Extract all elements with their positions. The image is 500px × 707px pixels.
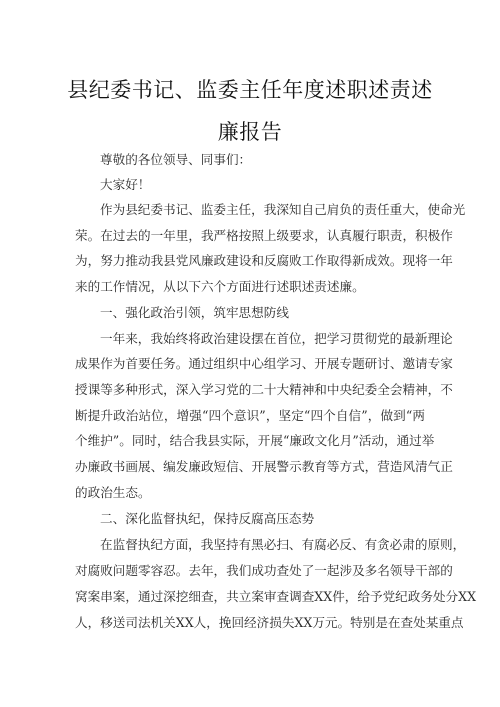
paragraph-line: 人，移送司法机关XX人，挽回经济损失XX万元。特别是在查处某重点 bbox=[75, 615, 464, 630]
paragraph-line: 荣。在过去的一年里，我严格按照上级要求，认真履行职责，积极作 bbox=[75, 228, 453, 243]
paragraph-line: 对腐败问题零容忍。去年，我们成功查处了一起涉及多名领导干部的 bbox=[75, 563, 453, 578]
paragraph-line: 个维护”。同时，结合我县实际，开展“廉政文化月”活动，通过举 bbox=[75, 433, 435, 448]
paragraph-line: 的政治生态。 bbox=[75, 485, 151, 500]
paragraph-line: 授课等多种形式，深入学习党的二十大精神和中央纪委全会精神，不 bbox=[75, 382, 453, 397]
paragraph-line: 成果作为首要任务。通过组织中心组学习、开展专题研讨、邀请专家 bbox=[75, 356, 453, 371]
document-title-line-2: 廉报告 bbox=[217, 120, 283, 144]
paragraph-line: 一年来，我始终将政治建设摆在首位，把学习贯彻党的最新理论 bbox=[100, 331, 453, 346]
paragraph-line: 窝案串案，通过深挖细查，共立案审查调查XX件，给予党纪政务处分XX bbox=[75, 589, 477, 604]
paragraph-line: 来的工作情况，从以下六个方面进行述职述责述廉。 bbox=[75, 279, 365, 294]
paragraph-line: 为，努力推动我县党风廉政建设和反腐败工作取得新成效。现将一年 bbox=[75, 253, 453, 268]
paragraph-line: 作为县纪委书记、监委主任，我深知自己肩负的责任重大，使命光 bbox=[100, 202, 466, 217]
paragraph-line: 办廉政书画展、编发廉政短信、开展警示教育等方式，营造风清气正 bbox=[75, 459, 453, 474]
paragraph-line: 在监督执纪方面，我坚持有黑必扫、有腐必反、有贪必肃的原则， bbox=[100, 537, 466, 552]
document-title-line-1: 县纪委书记、监委主任年度述职述责述 bbox=[67, 78, 433, 102]
paragraph-line: 断提升政治站位，增强“四个意识”，坚定“四个自信”，做到“两 bbox=[75, 408, 425, 423]
salutation: 尊敬的各位领导、同事们： bbox=[100, 152, 252, 167]
section-heading-1: 一、强化政治引领，筑牢思想防线 bbox=[100, 305, 289, 320]
section-heading-2: 二、深化监督执纪，保持反腐高压态势 bbox=[100, 511, 315, 526]
greeting: 大家好！ bbox=[100, 177, 151, 192]
